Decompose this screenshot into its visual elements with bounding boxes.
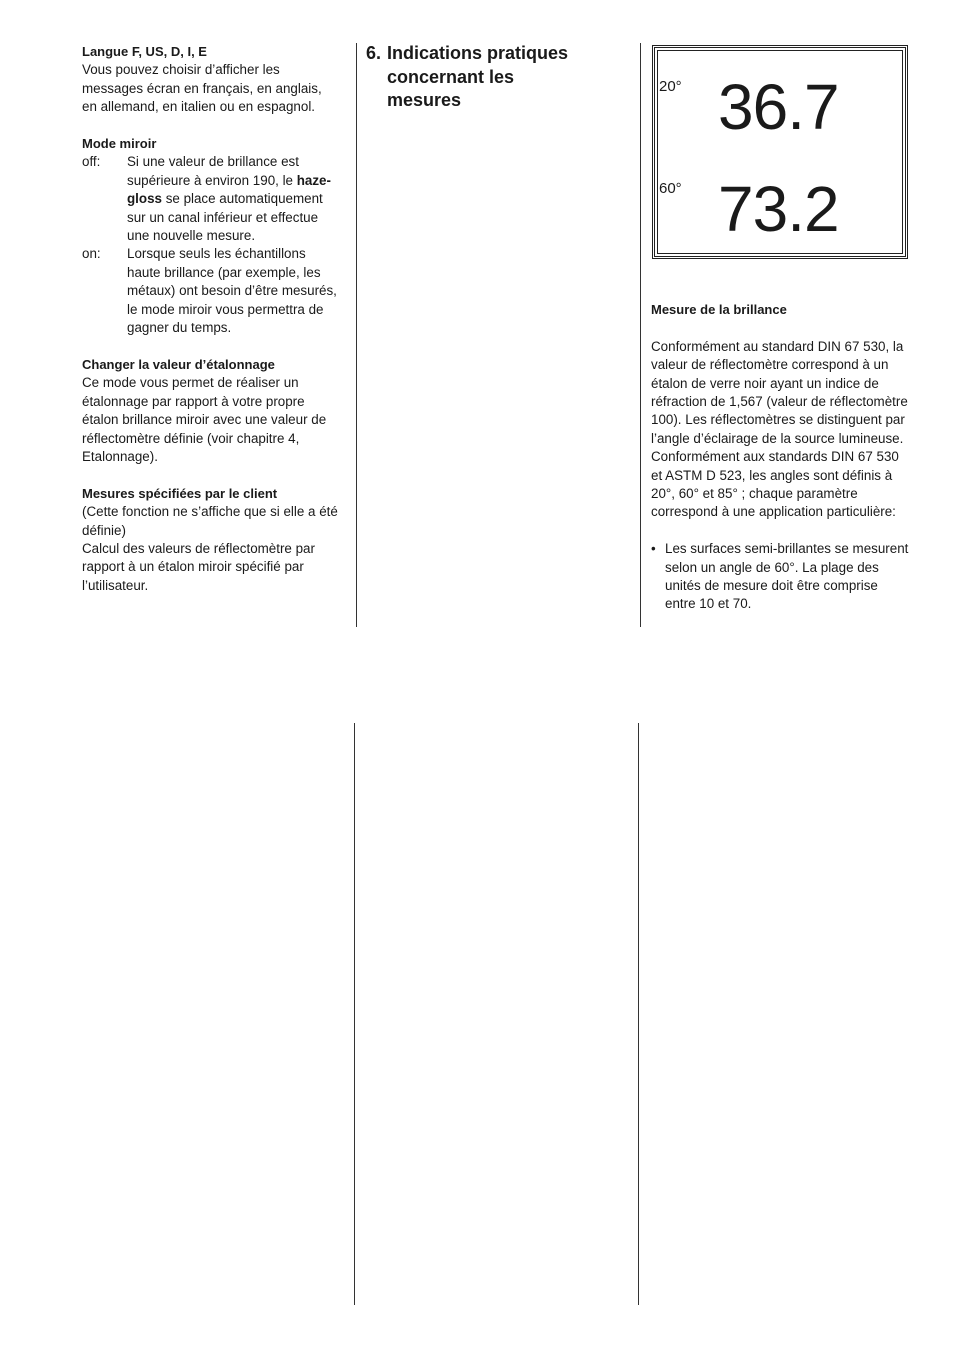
miroir-heading: Mode miroir	[82, 136, 157, 152]
miroir-off-term: off:	[82, 154, 101, 170]
miroir-off-item	[82, 153, 340, 245]
chapter-line-2: concernant les	[387, 66, 515, 87]
miroir-on-item	[82, 245, 340, 337]
brillance-text: Conformément au standard DIN 67 530, la valeur de réflectomètre correspond à un étalon de verre noir ayant un indice de réfraction de 1,567 (valeur de réflectomètre 100). Les réflectomètres se distinguent par l’angle d’éclairage de la source lumineuse. Conformément aux standards DIN 67 530 et ASTM D 523, les angles sont définis à 20°, 60° et 85° ; chaque paramètre correspond à une application particulière:	[651, 338, 908, 520]
etalonnage-heading: Changer la valeur d’étalonnage	[82, 356, 275, 372]
haze-gloss-bold: haze-gloss	[127, 172, 331, 207]
chapter-number: 6.	[366, 43, 382, 63]
client-heading: Mesures spécifiées par le client	[82, 485, 278, 501]
client-text-2: Calcul des valeurs de réflectomètre par rapport à un étalon miroir spécifié par l’utilisateur.	[82, 540, 315, 593]
divider-top-1	[356, 43, 357, 627]
chapter-line-3: mesures	[387, 90, 462, 110]
chapter-heading	[366, 42, 568, 113]
miroir-on-term: on:	[82, 246, 101, 262]
bullet-list	[651, 540, 909, 614]
miroir-off-text-a: Si une valeur de brillance est supérieure à environ 190, le	[127, 154, 299, 188]
angle-20-label: 20°	[659, 78, 682, 95]
brillance-heading: Mesure de la brillance	[651, 302, 787, 317]
reading-60: 73.2	[718, 173, 839, 245]
device-display	[652, 45, 908, 259]
divider-bottom-2	[638, 723, 639, 1305]
langue-text: Vous pouvez choisir d’afficher les messages écran en français, en anglais, en allemand, en italien ou en espagnol.	[82, 62, 322, 115]
client-text-1: (Cette fonction ne s’affiche que si elle a été définie)	[82, 504, 338, 538]
etalonnage-text: Ce mode vous permet de réaliser un étalonnage par rapport à votre propre étalon brillance miroir avec une valeur de réflectomètre définie (voir chapitre 4, Etalonnage).	[82, 375, 327, 464]
miroir-off-desc	[127, 153, 340, 245]
reading-20: 36.7	[718, 71, 839, 143]
list-item	[651, 540, 909, 614]
chapter-line-1: Indications pratiques	[387, 43, 569, 63]
bullet-mark: •	[651, 541, 656, 557]
bullet-text: Les surfaces semi-brillantes se mesurent selon un angle de 60°. La plage des unités de mesure doit être comprise entre 10 et 70.	[665, 541, 909, 612]
divider-bottom-1	[354, 723, 355, 1305]
left-column	[82, 43, 340, 595]
divider-top-2	[640, 43, 641, 627]
right-column	[651, 301, 909, 614]
angle-60-label: 60°	[659, 180, 682, 197]
miroir-off-text-b: se place automatiquement sur un canal inférieur et effectue une nouvelle mesure.	[127, 191, 323, 244]
miroir-on-desc: Lorsque seuls les échantillons haute brillance (par exemple, les métaux) ont besoin d’être mesurés, le mode miroir vous permettra de gagner du temps.	[127, 246, 337, 336]
langue-heading: Langue F, US, D, I, E	[82, 44, 207, 59]
